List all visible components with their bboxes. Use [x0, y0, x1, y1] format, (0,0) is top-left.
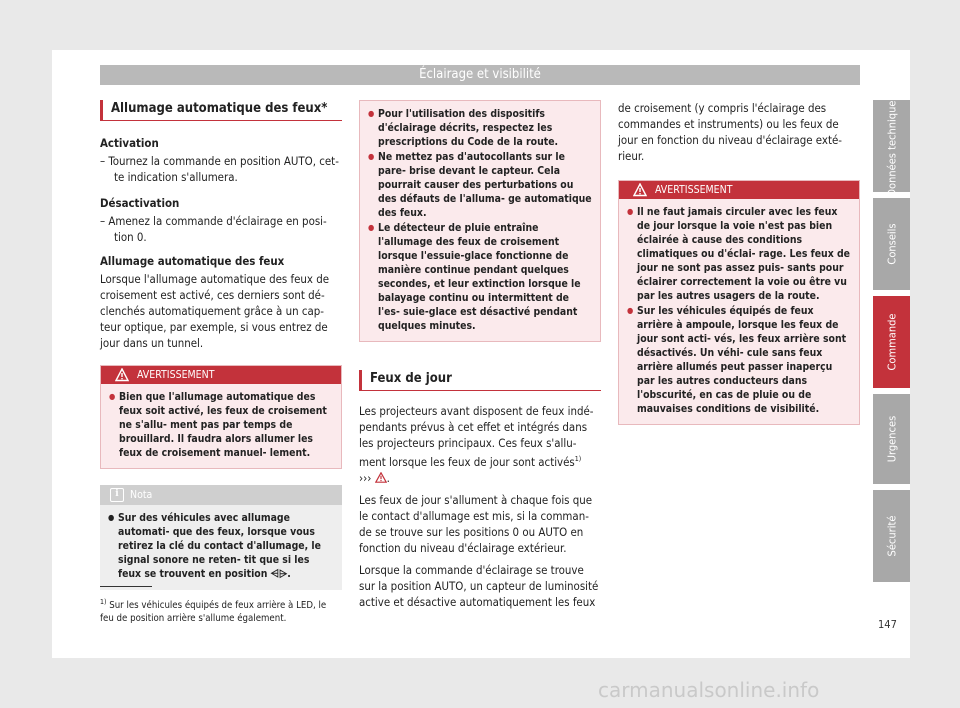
warning-item: ● Le détecteur de pluie entraîne l'allumage des feux de croisement lorsque l'essuie-glace fonctionne de manière continue pendant quelques secondes, et leur extinction lorsque le balayage continu ou intermittent de l'es- suie-glace est désactivé pendant quelques minutes. — [368, 221, 592, 333]
warning-header — [101, 366, 341, 384]
deactivation-label: Désactivation — [100, 196, 180, 210]
column-2 — [359, 100, 601, 610]
warning-header — [619, 181, 859, 199]
note-box — [100, 485, 342, 590]
daytime-text-1: Les projecteurs avant disposent de feux indé- pendants prévus à cet effet et intégrés dans les projecteurs principaux. Ces feux s'allu- ment lorsque les feux de jour sont activés$^{1)}$ ››› . — [359, 404, 594, 485]
note-item: ● Sur des véhicules avec allumage automati- que des feux, lorsque vous retirez la clé du contact d'allumage, le signal sonore ne reten- tit que si les feux se trouvent en position ⩤⩥. — [108, 511, 334, 581]
warning-triangle-icon — [115, 368, 129, 382]
deactivation-step: – Amenez la commande d'éclairage en posi- tion 0. — [100, 214, 327, 244]
cross-ref: ››› — [359, 470, 372, 485]
footnote: $^{1)}$ Sur les véhicules équipés de feux arrière à LED, le feu de position arrière s'allume également. — [100, 598, 327, 625]
footnote-divider — [100, 586, 152, 587]
section-title-auto-lights: Allumage automatique des feux* — [100, 100, 342, 121]
warning-triangle-icon — [375, 472, 387, 483]
warning-body — [101, 384, 341, 468]
daytime-text-3: Lorsque la commande d'éclairage se trouve sur la position AUTO, un capteur de luminosité active et désactive automatiquement les feux — [359, 562, 599, 609]
warning-triangle-icon — [633, 183, 647, 197]
footnote-ref: 1) — [574, 455, 582, 463]
warning-box-1 — [100, 365, 342, 469]
tab-commande[interactable]: Commande — [873, 296, 910, 388]
info-icon: i — [110, 488, 124, 502]
tab-conseils[interactable]: Conseils — [873, 198, 910, 290]
activation-step: – Tournez la commande en position AUTO, cet- te indication s'allumera. — [100, 154, 339, 184]
page-number: 147 — [878, 618, 897, 631]
note-label: Nota — [130, 489, 153, 501]
column-3 — [618, 100, 860, 425]
watermark: carmanualsonline.info — [598, 678, 820, 702]
warning-item: ● Ne mettez pas d'autocollants sur le pare- brise devant le capteur. Cela pourrait causer des perturbations ou des défauts de l'alluma- ge automatique des feux. — [368, 150, 592, 220]
chapter-header: Éclairage et visibilité — [100, 65, 860, 85]
section-title-daytime-lights: Feux de jour — [359, 370, 601, 391]
tab-donnees-techniques[interactable]: Données techniques — [873, 100, 910, 192]
warning-item: ● Bien que l'allumage automatique des feux soit activé, les feux de croisement ne s'allu- ment pas par temps de brouillard. Il faudra alors allumer les feux de croisement manuel- lement. — [109, 390, 333, 460]
warning-box-continued — [359, 100, 601, 342]
warning-body — [619, 199, 859, 424]
daytime-text-2: Les feux de jour s'allument à chaque fois que le contact d'allumage est mis, si la comman- de se trouve sur les positions 0 ou AUTO en fonction du niveau d'éclairage extérieur. — [359, 492, 593, 555]
warning-label: AVERTISSEMENT — [137, 369, 215, 381]
warning-box-2 — [618, 180, 860, 425]
warning-label: AVERTISSEMENT — [655, 184, 733, 196]
tab-securite[interactable]: Sécurité — [873, 490, 910, 582]
warning-item: ● Sur les véhicules équipés de feux arrière à ampoule, lorsque les feux de jour sont acti- vés, les feux arrière sont désactivés. Un véhi- cule sans feux arrière allumés peut passer inaperçu par les autres conducteurs dans l'obscurité, en cas de pluie ou de mauvaises conditions de visibilité. — [627, 304, 851, 416]
note-header — [100, 485, 342, 505]
daytime-text-continued: de croisement (y compris l'éclairage des commandes et instruments) ou les feux de jour en fonction du niveau d'éclairage exté- rieur. — [618, 101, 843, 163]
auto-lights-text: Lorsque l'allumage automatique des feux de croisement est activé, ces derniers sont dé- clenchés automatiquement grâce à un cap- teur optique, par exemple, si vous entrez de jour dans un tunnel. — [100, 272, 330, 350]
note-body — [100, 505, 342, 590]
activation-label: Activation — [100, 136, 159, 150]
tab-urgences[interactable]: Urgences — [873, 394, 910, 484]
warning-item: ● Il ne faut jamais circuler avec les feux de jour lorsque la voie n'est pas bien éclairée à cause des conditions climatiques ou d'éclai- rage. Les feux de jour ne sont pas assez puis- sants pour éclairer correctement la voie ou être vu par les autres usagers de la route. — [627, 205, 851, 303]
warning-item: ● Pour l'utilisation des dispositifs d'éclairage décrits, respectez les prescriptions du Code de la route. — [368, 107, 592, 149]
auto-lights-label: Allumage automatique des feux — [100, 254, 285, 268]
column-1 — [100, 100, 342, 590]
